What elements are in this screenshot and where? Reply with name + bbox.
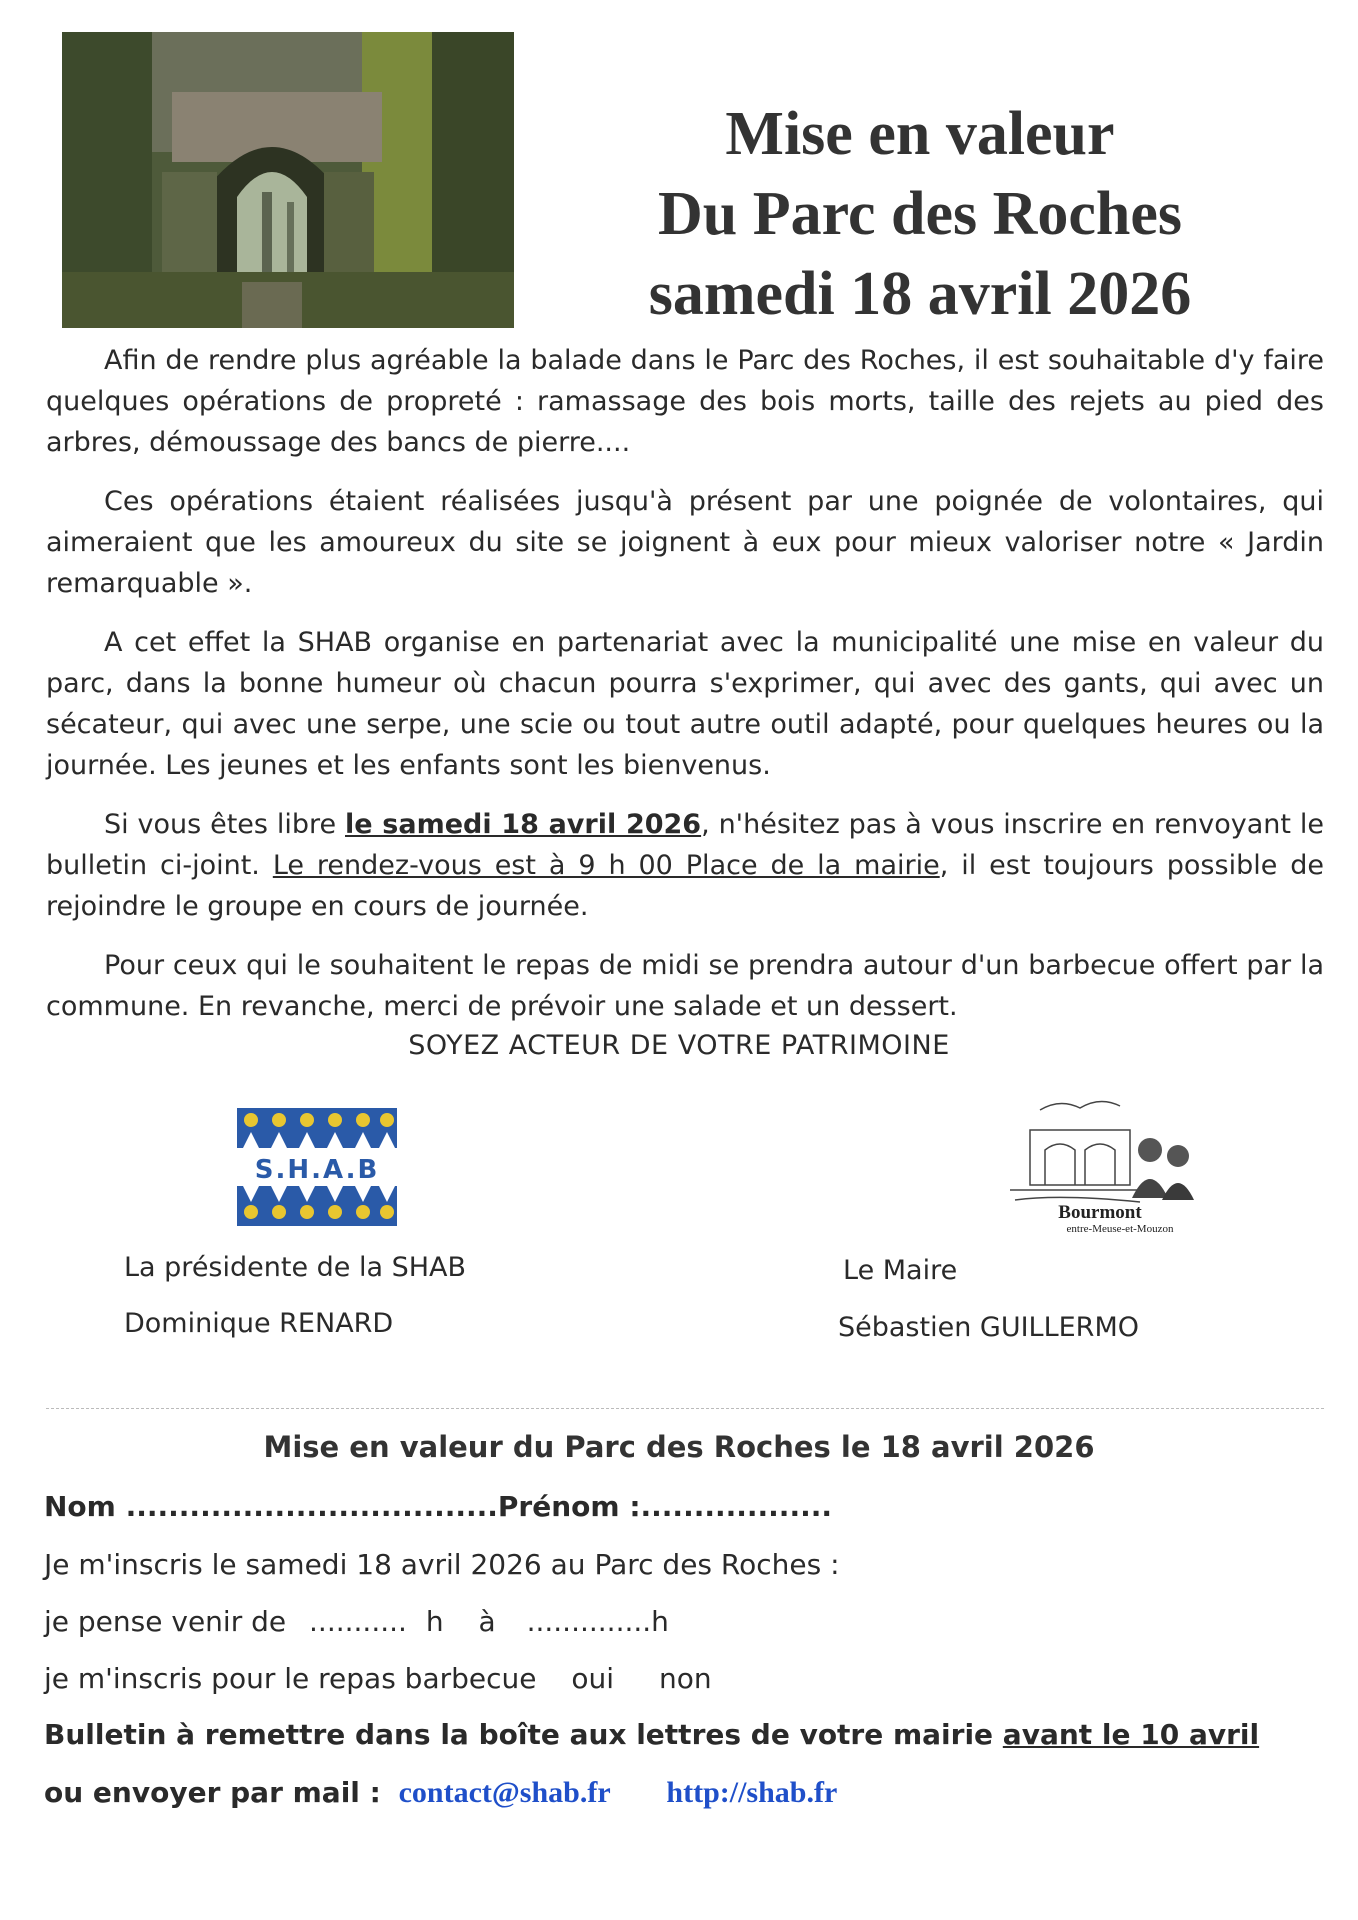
paragraph-5: Pour ceux qui le souhaitent le repas de midi se prendra autour d'un barbecue offert par la commune. En revanche, merci de prévoir une salade et un dessert. [46,950,1324,1022]
paragraph-3: A cet effet la SHAB organise en partenariat avec la municipalité une mise en valeur du parc, dans la bonne humeur où chacun pourra s'exprimer, qui avec des gants, qui avec un sécateur, qui avec une serpe, une scie ou tout autre outil adapté, pour quelques heures ou la journée. Les jeunes et les enfants sont les bienvenus. [46,627,1324,781]
start-time-field[interactable]: ........... [309,1605,407,1638]
website-link[interactable]: http://shab.fr [666,1776,838,1809]
hour-unit-2: h [651,1605,669,1638]
hour-unit-1: h [425,1605,444,1638]
paragraph-1: Afin de rendre plus agréable la balade dans le Parc des Roches, il est souhaitable d'y faire quelques opérations de propreté : ramassage des bois morts, taille des rejets au pied des arbres, démoussage des bancs de pierre.... [46,345,1324,458]
mail-label: ou envoyer par mail : [44,1776,381,1809]
deadline-date: avant le 10 avril [1002,1718,1260,1751]
nom-field[interactable]: ................................... [125,1490,498,1523]
body-text [46,340,1324,1045]
prenom-field[interactable]: :.................. [629,1490,832,1523]
name-line [44,1490,832,1523]
form-title: Mise en valeur du Parc des Roches le 18 avril 2026 [263,1430,1095,1464]
bourmont-subtitle: entre-Meuse-et-Mouzon [1066,1223,1174,1235]
title-line-2: Du Parc des Roches [657,180,1183,248]
end-time-field[interactable]: .............. [526,1605,652,1638]
bulletin-instruction: Bulletin à remettre dans la boîte aux lettres de votre mairie [44,1718,1003,1751]
paragraph-4 [46,804,1324,927]
meal-label: je m'inscris pour le repas barbecue [44,1662,537,1695]
prenom-label: Prénom [497,1490,620,1523]
shab-logo-text: S.H.A.B [254,1155,380,1185]
to-label: à [478,1605,496,1638]
title-line-1: Mise en valeur [725,100,1115,168]
event-date: le samedi 18 avril 2026 [345,809,702,840]
meeting-point: Le rendez-vous est à 9 h 00 Place de la mairie [272,850,940,881]
slogan: SOYEZ ACTEUR DE VOTRE PATRIMOINE [408,1030,950,1061]
right-signatory-role: Le Maire [843,1255,958,1286]
right-signatory-name: Sébastien GUILLERMO [838,1312,1139,1343]
meal-line [44,1662,712,1695]
title-line-3: samedi 18 avril 2026 [648,260,1192,328]
deadline-line [44,1718,1259,1751]
arrival-time-line [44,1605,669,1638]
paragraph-2: Ces opérations étaient réalisées jusqu'à présent par une poignée de volontaires, qui aimeraient que les amoureux du site se joignent à eux pour mieux valoriser notre « Jardin remarquable ». [46,486,1324,599]
meal-yes-option[interactable]: oui [571,1662,615,1695]
p4-intro: Si vous êtes libre [104,809,346,840]
p4-middle: , n'hésitez pas à vous inscrire en renvoyant le bulletin ci-joint. [46,809,1324,881]
bourmont-logo [1000,1090,1200,1240]
p4-end: , il est toujours possible de rejoindre le groupe en cours de journée. [46,850,1324,922]
left-signatory-name: Dominique RENARD [124,1308,394,1339]
page-title [560,94,1280,334]
cut-line [46,1408,1324,1409]
venir-label: je pense venir de [44,1605,287,1638]
park-arch-photo [62,32,514,328]
meal-no-option[interactable]: non [658,1662,712,1695]
inscription-line: Je m'inscris le samedi 18 avril 2026 au Parc des Roches : [44,1548,840,1581]
shab-logo [237,1108,397,1226]
email-link[interactable]: contact@shab.fr [398,1776,611,1809]
left-signatory-role: La présidente de la SHAB [124,1252,467,1283]
nom-label: Nom [44,1490,116,1523]
contact-line [44,1776,837,1810]
bourmont-name: Bourmont [1058,1202,1142,1223]
